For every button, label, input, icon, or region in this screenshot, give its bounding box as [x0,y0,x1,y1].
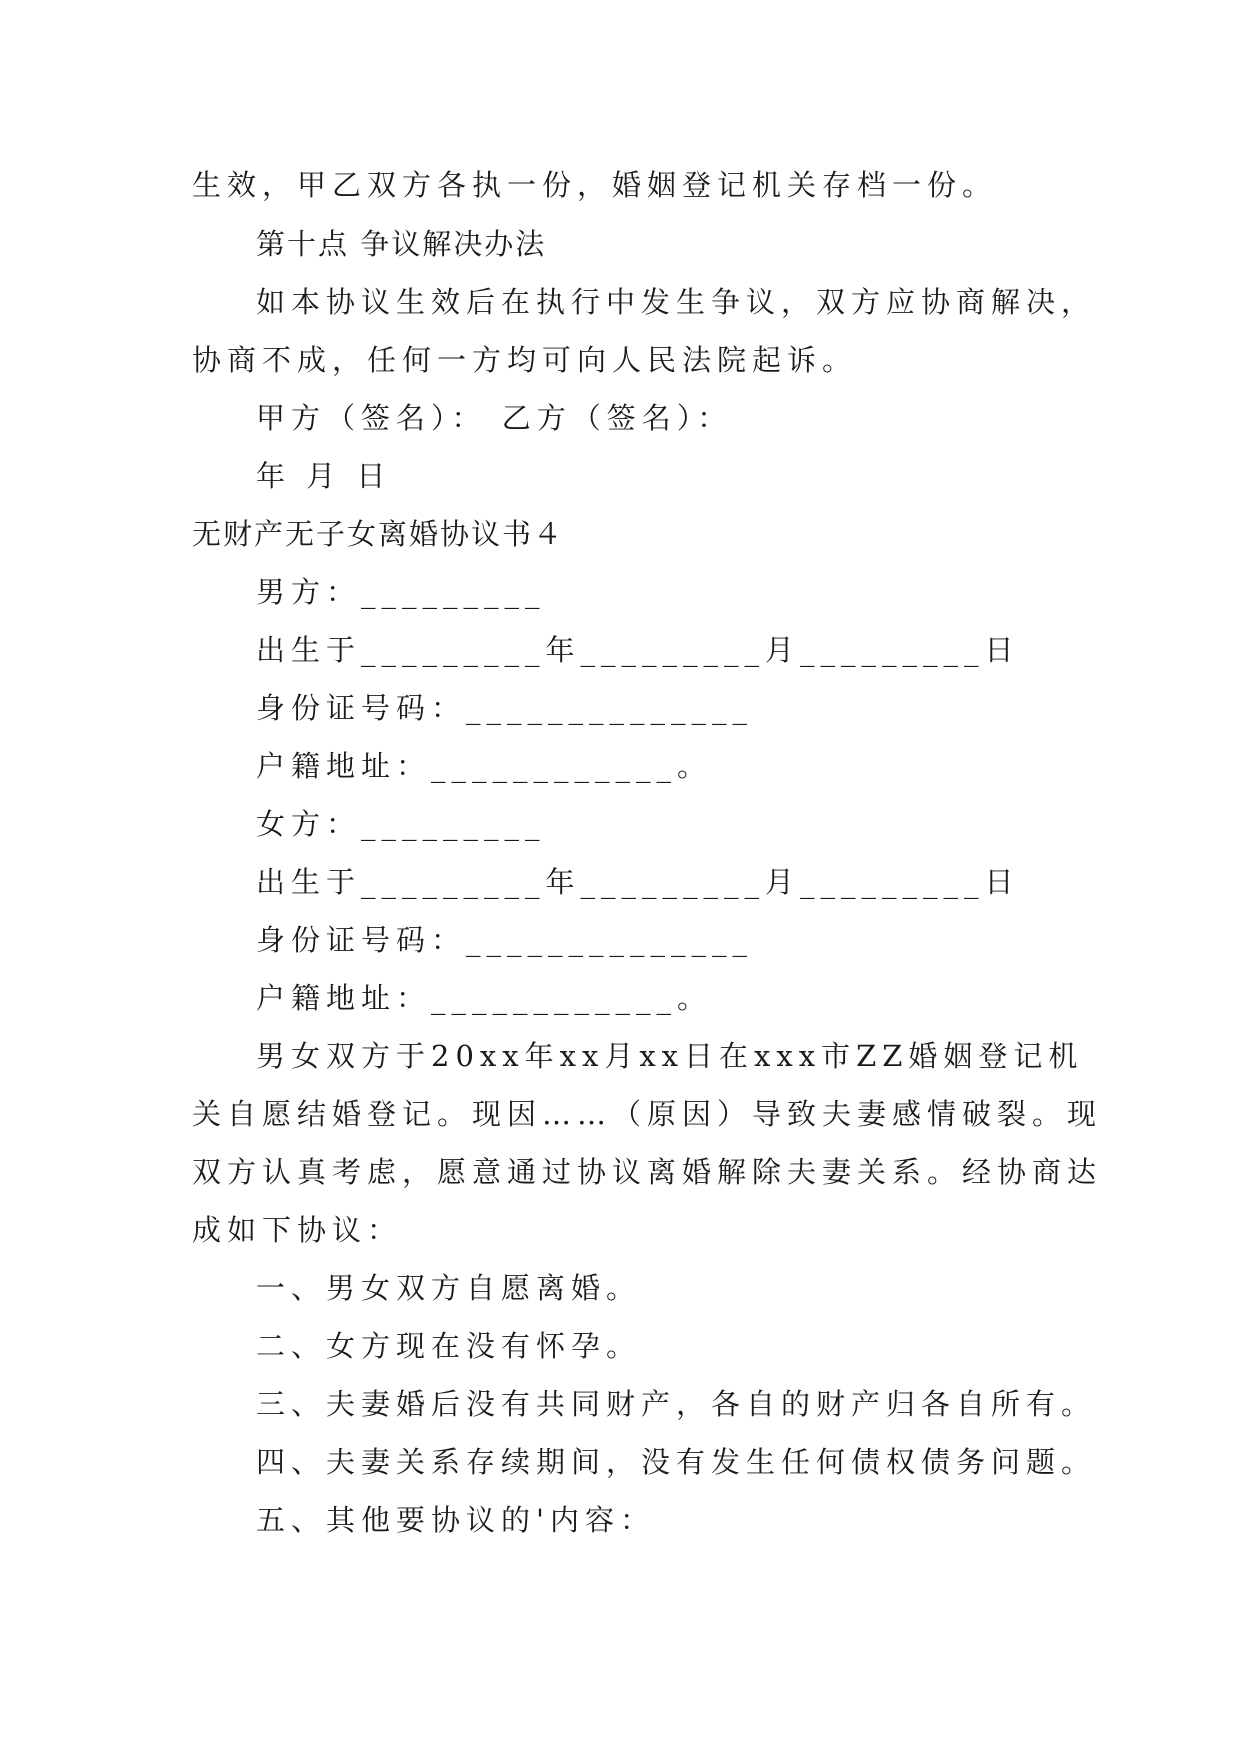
paragraph-line: 成如下协议： [192,1213,403,1247]
paragraph-line: 协商不成，任何一方均可向人民法院起诉。 [192,343,858,377]
paragraph-line: 如本协议生效后在执行中发生争议，双方应协商解决， [256,285,1097,319]
date-line: 年 月 日 [256,459,392,493]
clause-item: 一、男女双方自愿离婚。 [256,1271,642,1305]
male-birth-date: 出生于_________年_________月_________日 [256,633,1020,667]
clause-item: 二、女方现在没有怀孕。 [256,1329,642,1363]
section-heading: 第十点 争议解决办法 [256,227,547,261]
clause-item: 五、其他要协议的'内容： [256,1503,655,1537]
clause-item: 三、夫妻婚后没有共同财产，各自的财产归各自所有。 [256,1387,1097,1421]
female-id-number: 身份证号码：______________ [256,923,754,957]
clause-item: 四、夫妻关系存续期间，没有发生任何债权债务问题。 [256,1445,1097,1479]
male-party-name: 男方：_________ [256,575,546,609]
paragraph-line: 男女双方于20xx年xx月xx日在xxx市ZZ婚姻登记机 [256,1039,1084,1073]
paragraph-line: 生效，甲乙双方各执一份，婚姻登记机关存档一份。 [192,168,998,202]
female-party-name: 女方：_________ [256,807,546,841]
female-birth-date: 出生于_________年_________月_________日 [256,865,1020,899]
paragraph-line: 双方认真考虑，愿意通过协议离婚解除夫妻关系。经协商达 [192,1155,1103,1189]
male-id-number: 身份证号码：______________ [256,691,754,725]
paragraph-line: 关自愿结婚登记。现因……（原因）导致夫妻感情破裂。现 [192,1097,1103,1131]
male-address: 户籍地址：____________。 [256,749,713,783]
document-title: 无财产无子女离婚协议书４ [192,517,565,551]
signature-line: 甲方（签名）： 乙方（签名）： [256,401,733,435]
female-address: 户籍地址：____________。 [256,981,713,1015]
